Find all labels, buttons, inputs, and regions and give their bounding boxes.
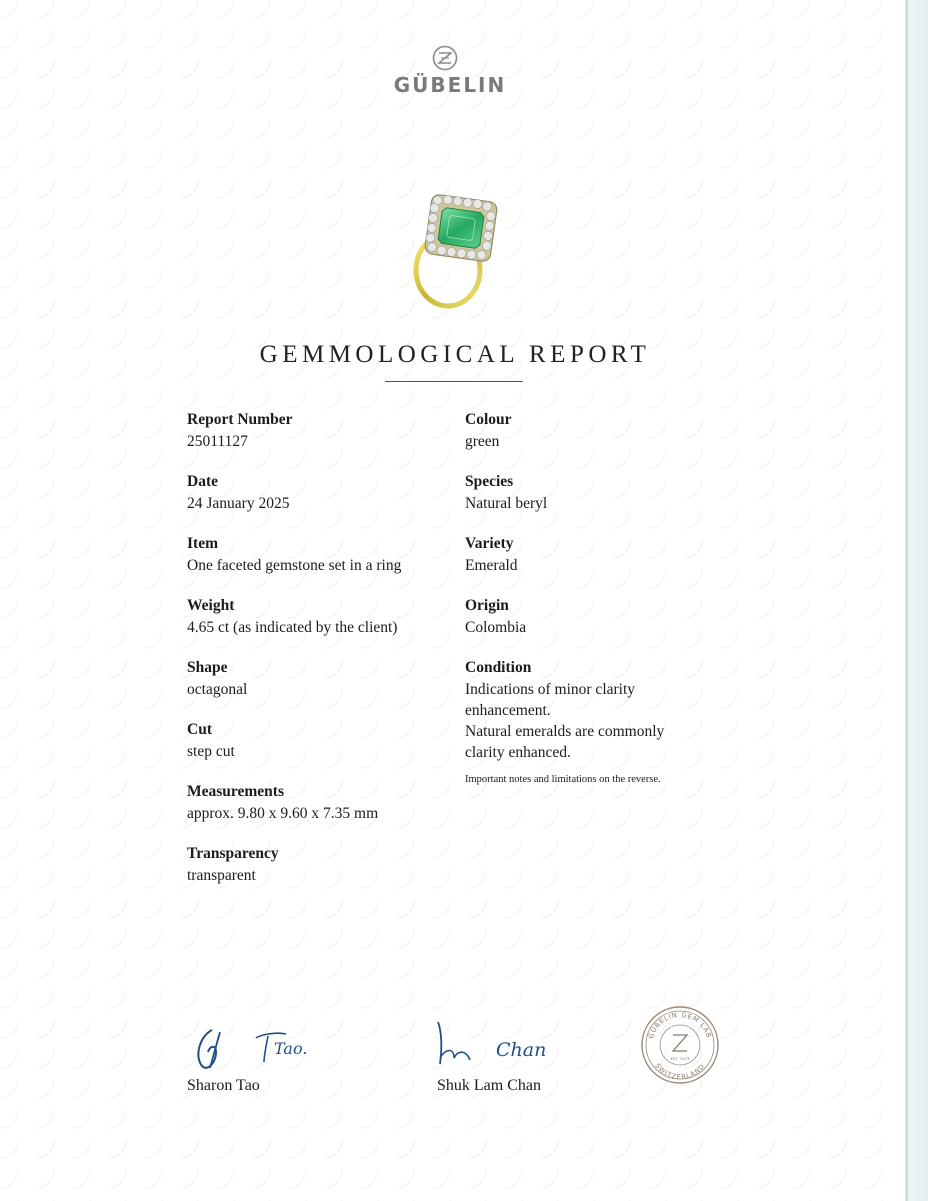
condition-line: clarity enhanced. xyxy=(465,744,571,761)
gubelin-monogram-icon xyxy=(432,45,458,71)
page-edge xyxy=(905,0,928,1201)
field-date xyxy=(187,472,447,534)
signature-shuk-lam-chan xyxy=(430,1018,570,1068)
seal-bottom-text: SWITZERLAND xyxy=(653,1061,707,1082)
brand-name: GÜBELIN xyxy=(393,73,507,97)
field-label: Colour xyxy=(465,411,512,428)
field-label: Report Number xyxy=(187,411,293,428)
field-weight xyxy=(187,596,447,658)
field-label: Transparency xyxy=(187,845,279,862)
field-species xyxy=(465,472,725,534)
seal-center-text: EST. 1923 xyxy=(670,1056,690,1061)
field-value: One faceted gemstone set in a ring xyxy=(187,557,402,574)
field-label: Origin xyxy=(465,597,509,614)
field-label: Variety xyxy=(465,535,514,552)
signatory-name: Sharon Tao xyxy=(187,1077,260,1094)
seal-monogram-icon xyxy=(673,1035,687,1051)
field-cut xyxy=(187,720,447,782)
field-value: 4.65 ct (as indicated by the client) xyxy=(187,619,398,636)
field-value: octagonal xyxy=(187,681,248,698)
title-divider xyxy=(385,381,523,382)
condition-line: Natural emeralds are commonly xyxy=(465,723,665,740)
field-value: Colombia xyxy=(465,619,527,636)
condition-line: Indications of minor clarity xyxy=(465,681,636,698)
reverse-note: Important notes and limitations on the reverse. xyxy=(465,774,661,785)
field-value: step cut xyxy=(187,743,235,760)
field-value: Natural beryl xyxy=(465,495,548,512)
field-variety xyxy=(465,534,725,596)
field-value: green xyxy=(465,433,500,450)
field-origin xyxy=(465,596,725,658)
left-column xyxy=(187,410,447,906)
field-measurements xyxy=(187,782,447,844)
field-shape xyxy=(187,658,447,720)
gubelin-gem-lab-seal xyxy=(640,1005,720,1085)
field-label: Shape xyxy=(187,659,228,676)
signatory-name: Shuk Lam Chan xyxy=(437,1077,541,1094)
field-label: Measurements xyxy=(187,783,284,800)
field-value: 24 January 2025 xyxy=(187,495,290,512)
right-column xyxy=(465,410,725,787)
report-title: GEMMOLOGICAL REPORT xyxy=(259,341,651,368)
field-colour xyxy=(465,410,725,472)
field-label: Date xyxy=(187,473,218,490)
signature-sharon-tao xyxy=(190,1022,330,1072)
field-label: Cut xyxy=(187,721,212,738)
field-item xyxy=(187,534,447,596)
field-label: Weight xyxy=(187,597,235,614)
field-condition xyxy=(465,658,725,763)
signature-text: Chan xyxy=(496,1039,547,1061)
field-report-number xyxy=(187,410,447,472)
field-label: Condition xyxy=(465,659,532,676)
field-value: Emerald xyxy=(465,557,518,574)
field-label: Item xyxy=(187,535,218,552)
condition-line: enhancement. xyxy=(465,702,551,719)
seal-top-text: GÜBELIN GEM LAB xyxy=(646,1010,714,1040)
field-value: 25011127 xyxy=(187,433,248,450)
field-value: transparent xyxy=(187,867,256,884)
signature-text: Tao. xyxy=(274,1039,308,1058)
field-transparency xyxy=(187,844,447,906)
emerald-ring-image xyxy=(400,192,510,312)
field-value: approx. 9.80 x 9.60 x 7.35 mm xyxy=(187,805,379,822)
field-label: Species xyxy=(465,473,514,490)
